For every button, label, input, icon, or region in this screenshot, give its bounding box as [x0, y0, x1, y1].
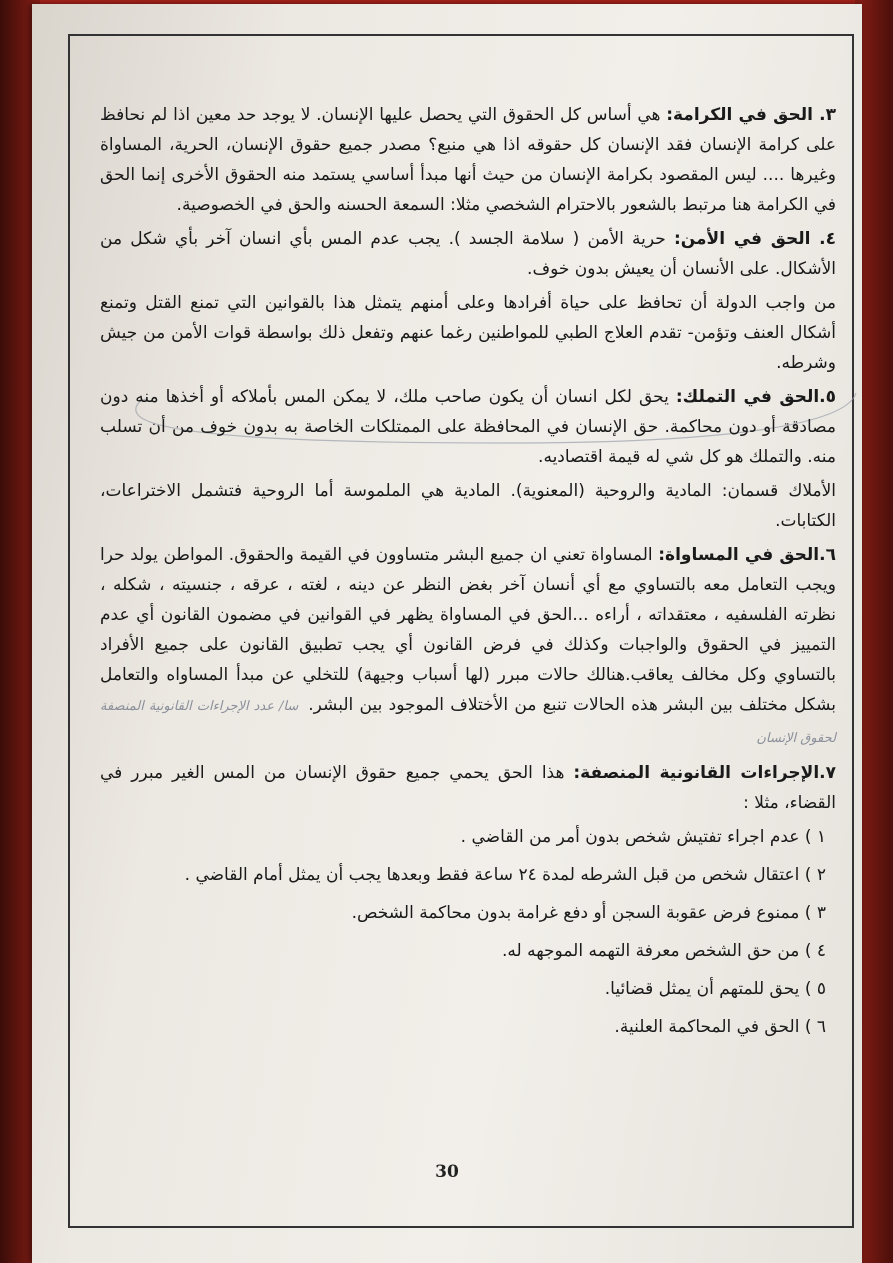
section-text: يحق لكل انسان أن يكون صاحب ملك، لا يمكن المس بأملاكه أو أخذها منه دون مصادقة أو دون محاكمة. حق الإنسان في المحافظة على الممتلكات الخاصة به بدون خوف من أن تسلب منه. والتملك هو كل شي له قيمة اقتصاديه.: [100, 387, 836, 467]
section-property: [100, 382, 836, 472]
handwritten-note: سا/ عدد الإجراءات القانونية المنصفة لحقوق الإنسان: [100, 699, 836, 746]
due-process-list: [100, 822, 836, 1042]
section-dignity: [100, 100, 836, 220]
list-item: ٦ ) الحق في المحاكمة العلنية.: [614, 1017, 826, 1037]
section-heading: ٧.الإجراءات القانونية المنصفة:: [573, 763, 836, 783]
section-due-process: [100, 758, 836, 818]
section-heading: ٥.الحق في التملك:: [675, 387, 836, 407]
section-text: المساواة تعني ان جميع البشر متساوون في القيمة والحقوق. المواطن يولد حرا ويجب التعامل معه بالتساوي مع أي أنسان آخر بغض النظر عن دينه ، لغته ، عرقه ، جنسيته ، شكله ، نظرته الفلسفيه ، معتقداته ، أراءه ...الحق في المساواة يظهر في القوانين في مضمون القانون أي عدم التمييز في الحقوق والواجبات وكذلك في فرض القانون أي يجب تطبيق القانون على جميع الأفراد بالتساوي وكل مخالف يعاقب.هنالك حالات مبرر (لها أسباب وجيهة) للتخلي عن مبدأ المساواه والتعامل بشكل مختلف بين البشر هذه الحالات تنبع من الأختلاف الموجود بين البشر.: [100, 545, 836, 715]
section-property-types: [100, 476, 836, 536]
document-page: [32, 4, 862, 1263]
list-item: ١ ) عدم اجراء تفتيش شخص بدون أمر من القاضي .: [460, 827, 826, 847]
section-text: من واجب الدولة أن تحافظ على حياة أفرادها وعلى أمنهم يتمثل هذا بالقوانين التي تمنع القتل وتمنع أشكال العنف وتؤمن- تقدم العلاج الطبي للمواطنين رغما عنهم وتفعل ذلك بواسطة قوات الأمن من جيش وشرطه.: [100, 293, 836, 373]
list-item: ٥ ) يحق للمتهم أن يمثل قضائيا.: [604, 979, 826, 999]
list-item: ٤ ) من حق الشخص معرفة التهمه الموجهه له.: [501, 941, 826, 961]
section-heading: ٤. الحق في الأمن:: [673, 229, 836, 249]
section-security: [100, 224, 836, 284]
section-text: هي أساس كل الحقوق التي يحصل عليها الإنسان. لا يوجد حد معين اذا لم نحافظ على كرامة الإنسان فقد الإنسان كل حقوقه اذا هي منبع؟ مصدر جميع حقوق الإنسان، الحرية، المساواة وغيرها .... ليس المقصود بكرامة الإنسان من حيث أنها مبدأ أساسي يستمد منه الحقوق الأخرى إنما الحق في الكرامة هنا مرتبط بالشعور بالاحترام الشخصي مثلا: السمعة الحسنه والحق في الخصوصية.: [100, 105, 836, 215]
page-content: [100, 100, 836, 1050]
section-heading: ٦.الحق في المساواة:: [658, 545, 836, 565]
list-item: ٣ ) ممنوع فرض عقوبة السجن أو دفع غرامة بدون محاكمة الشخص.: [351, 903, 826, 923]
section-equality: [100, 540, 836, 754]
list-item: ٢ ) اعتقال شخص من قبل الشرطه لمدة ٢٤ ساعة فقط وبعدها يجب أن يمثل أمام القاضي .: [184, 865, 826, 885]
section-text: هذا الحق يحمي جميع حقوق الإنسان من المس الغير مبرر في القضاء، مثلا :: [100, 763, 836, 813]
section-text: حرية الأمن ( سلامة الجسد ). يجب عدم المس بأي انسان آخر بأي شكل من الأشكال. على الأنسان أن يعيش بدون خوف.: [100, 229, 836, 279]
section-text: الأملاك قسمان: المادية والروحية (المعنوية). المادية هي الملموسة أما الروحية فتشمل الاختراعات، الكتابات.: [100, 481, 836, 531]
section-security-continued: [100, 288, 836, 378]
section-heading: ٣. الحق في الكرامة:: [666, 105, 836, 125]
page-number: 30: [435, 1162, 459, 1182]
